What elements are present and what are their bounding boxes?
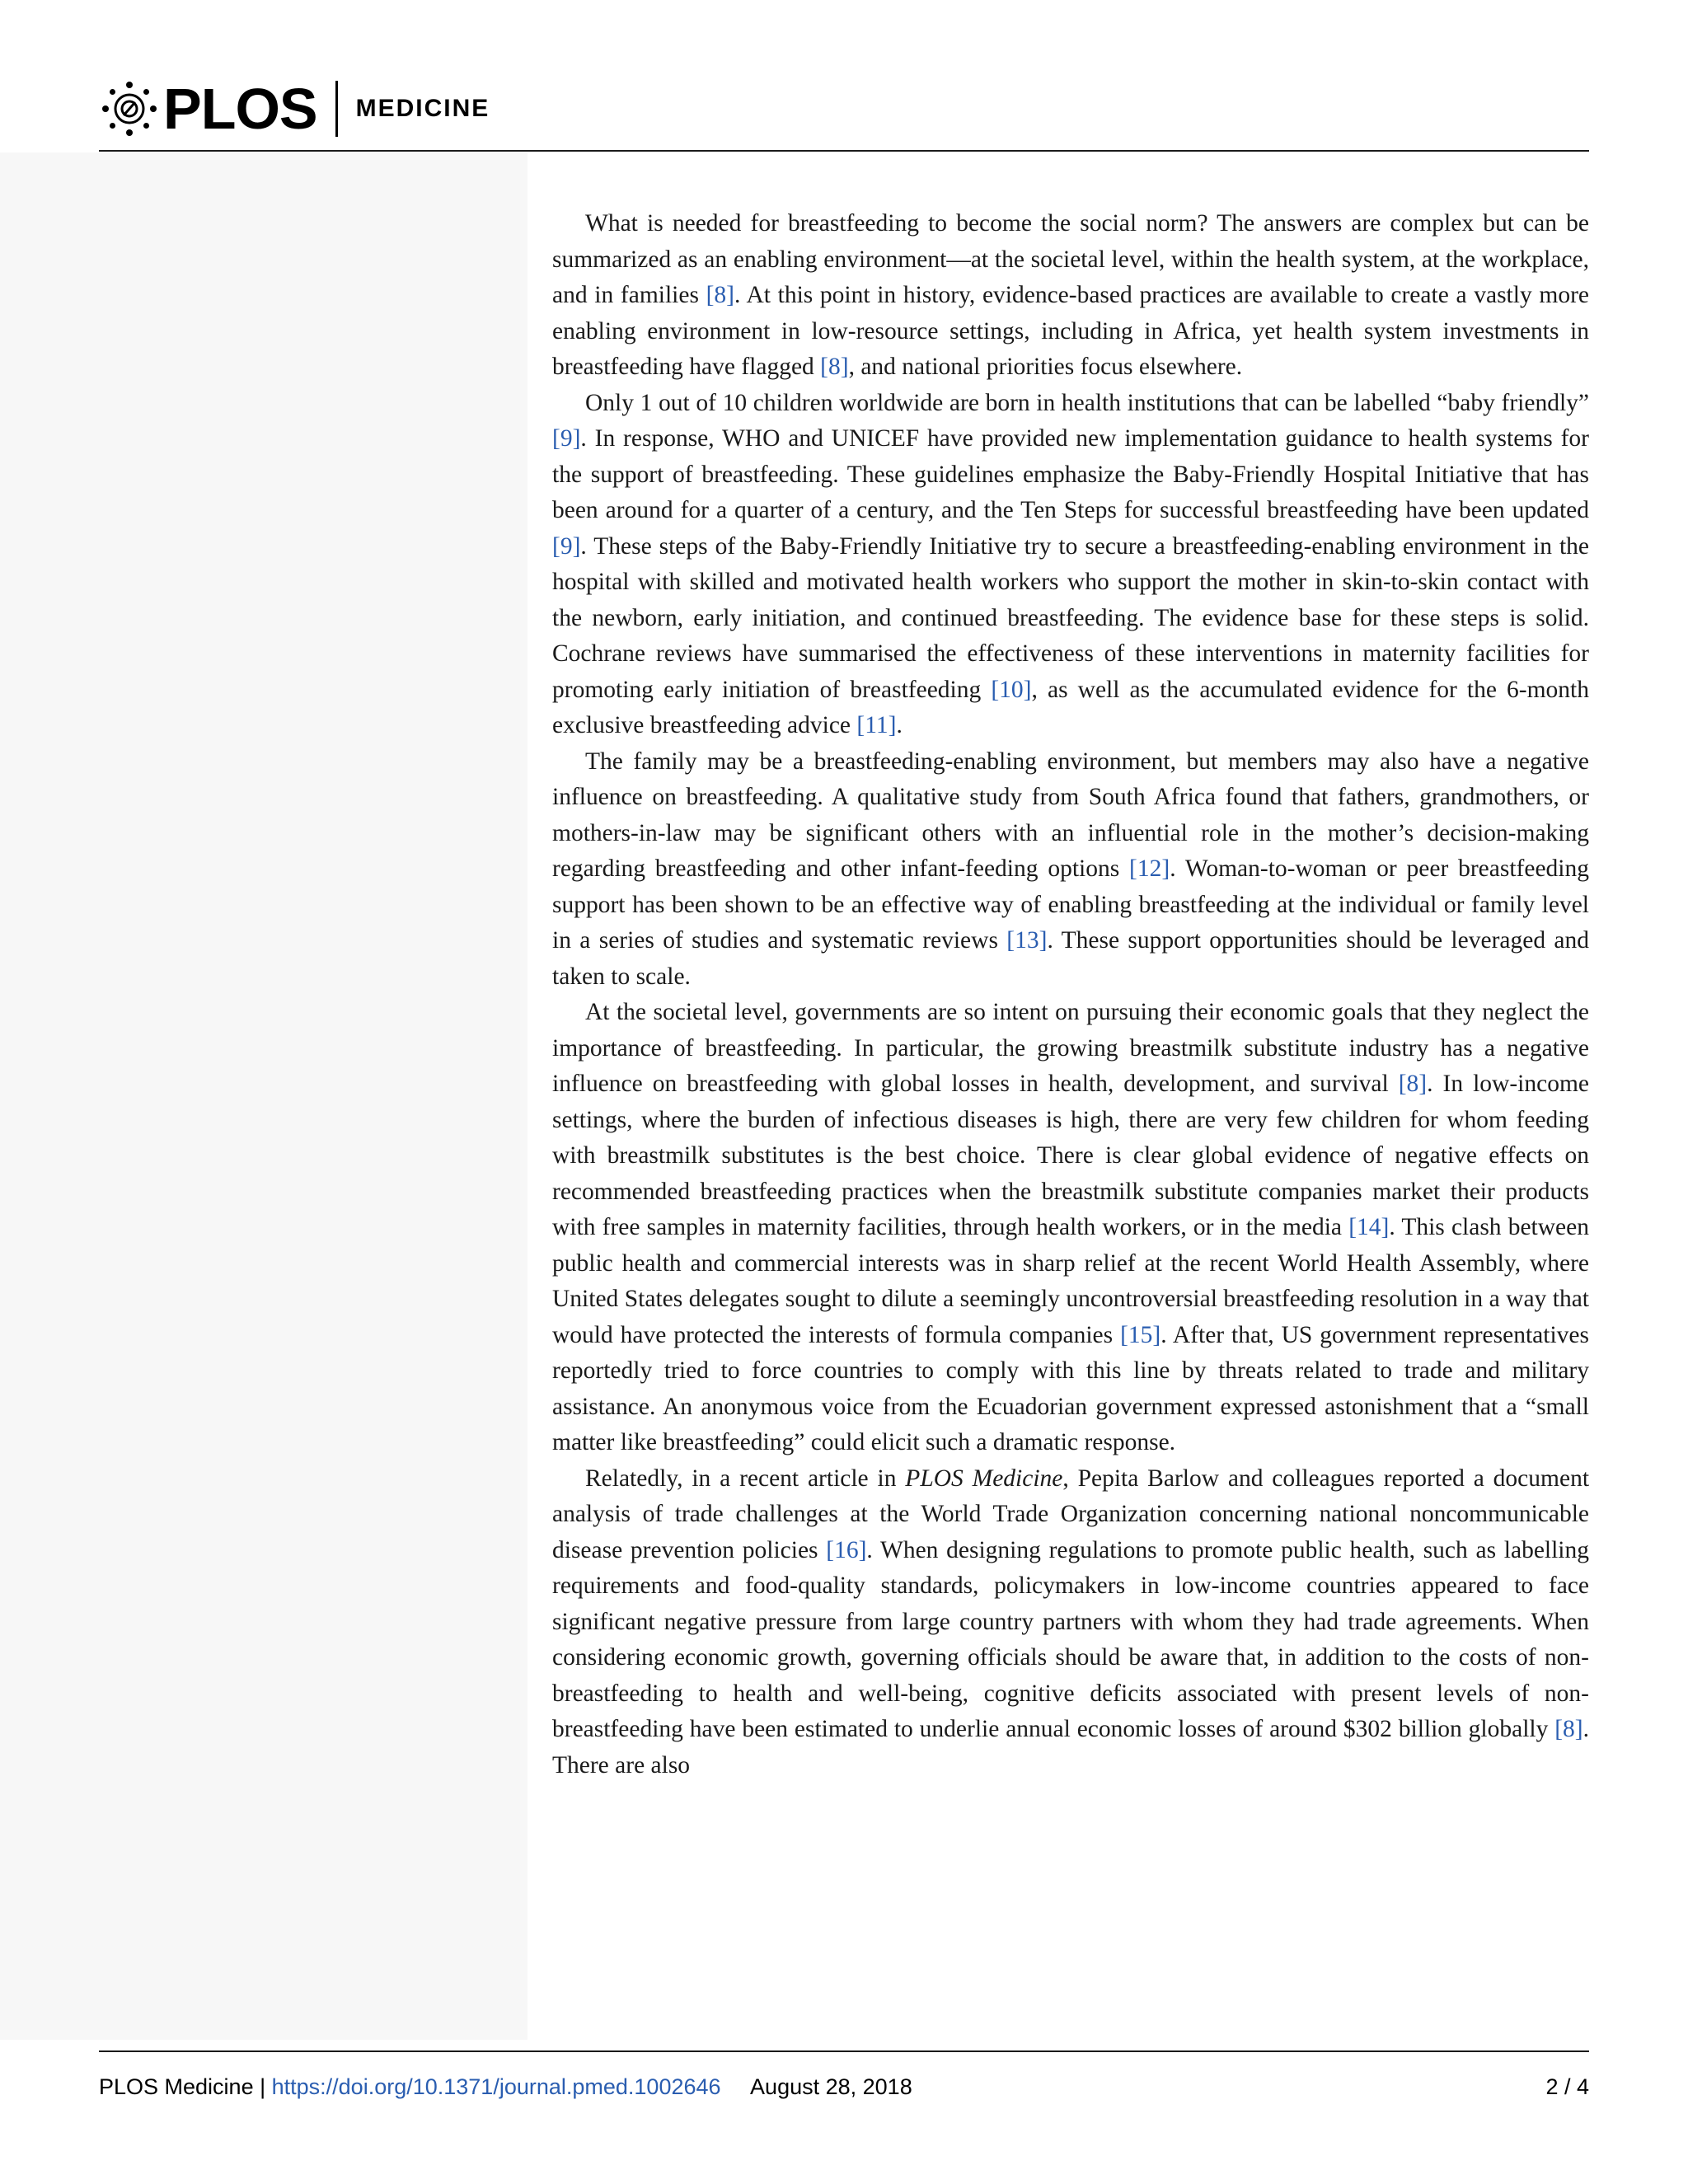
paragraph-text: Only 1 out of 10 children worldwide are born in health institutions that can be labelled “baby friendly” <box>585 389 1589 416</box>
paragraph-text: . This clash between public health and commercial interests was in sharp relief at the recent World Health Assembly, where United States delegates sought to dilute a seemingly uncontroversial breastfeeding resolution in a way that would have protected the interests of formula companies <box>552 1214 1589 1348</box>
body-paragraph <box>552 995 1589 1461</box>
citation-link[interactable]: [8] <box>820 354 849 380</box>
footer-page-number: 2 / 4 <box>1545 2074 1589 2099</box>
citation-link[interactable]: [9] <box>552 425 581 452</box>
paragraph-text: . When designing regulations to promote public health, such as labelling requirements and food-quality standards, policymakers in low-income countries appeared to face significant negative pressure from large country partners with whom they had trade agreements. When considering economic growth, governing officials should be aware that, in addition to the costs of non-breastfeeding to health and well-being, cognitive deficits associated with present levels of non-breastfeeding have been estimated to underlie annual economic losses of around $302 billion globally <box>552 1536 1589 1742</box>
footer-doi-link[interactable]: https://doi.org/10.1371/journal.pmed.1002646 <box>271 2074 721 2099</box>
paragraph-text: . Woman-to-woman or peer breastfeeding support has been shown to be an effective way of enabling breastfeeding at the individual or family level in a series of studies and systematic reviews <box>552 855 1590 954</box>
italic-text: PLOS Medicine <box>905 1465 1063 1492</box>
left-margin-band <box>0 152 528 2040</box>
citation-link[interactable]: [15] <box>1120 1321 1161 1348</box>
body-paragraph <box>552 744 1589 996</box>
citation-link[interactable]: [8] <box>706 282 735 308</box>
plos-logo <box>99 76 490 142</box>
journal-name: MEDICINE <box>355 95 490 122</box>
journal-header <box>99 76 1589 150</box>
header-rule <box>99 150 1589 152</box>
paragraph-text: Relatedly, in a recent article in <box>585 1465 906 1492</box>
footer-journal: PLOS Medicine | <box>99 2074 266 2099</box>
paragraph-text: . After that, US government representatives reportedly tried to force countries to comply with this line by threats related to trade and military assistance. An anonymous voice from the Ecuadorian government expressed astonishment that a “small matter like breastfeeding” could elicit such a dramatic response. <box>552 1321 1589 1455</box>
body-paragraph <box>552 1461 1589 1784</box>
footer-rule <box>99 2050 1589 2052</box>
paragraph-text: , Pepita Barlow and colleagues reported a document analysis of trade challenges at the World Trade Organization concerning national noncommunicable disease prevention policies <box>552 1465 1590 1563</box>
citation-link[interactable]: [12] <box>1129 855 1170 882</box>
paragraph-text: . In response, WHO and UNICEF have provided new implementation guidance to health systems for the support of breastfeeding. These guidelines emphasize the Baby-Friendly Hospital Initiative that has been around for a quarter of a century, and the Ten Steps for successful breastfeeding have been updated <box>552 425 1589 523</box>
citation-link[interactable]: [8] <box>1398 1071 1428 1097</box>
paragraph-text: . <box>896 712 903 738</box>
paragraph-text: , and national priorities focus elsewhere. <box>848 354 1243 380</box>
paragraph-text: . These support opportunities should be leveraged and taken to scale. <box>552 927 1590 990</box>
citation-link[interactable]: [10] <box>991 676 1032 703</box>
paragraph-text: . At this point in history, evidence-based practices are available to create a vastly more enabling environment in low-resource settings, including in Africa, yet health system investments in breastfeeding have flagged <box>552 282 1589 380</box>
paragraph-text: . These steps of the Baby-Friendly Initiative try to secure a breastfeeding-enabling environment in the hospital with skilled and motivated health workers who support the mother in skin-to-skin contact with the newborn, early initiation, and continued breastfeeding. The evidence base for these steps is solid. Cochrane reviews have summarised the effectiveness of these interventions in maternity facilities for promoting early initiation of breastfeeding <box>552 532 1589 703</box>
logo-wordmark: PLOS <box>163 77 317 141</box>
citation-link[interactable]: [13] <box>1006 927 1048 954</box>
plos-sun-icon <box>99 78 160 139</box>
article-body <box>552 206 1589 1783</box>
footer-date: August 28, 2018 <box>750 2074 912 2099</box>
citation-link[interactable]: [8] <box>1554 1716 1583 1742</box>
body-paragraph <box>552 206 1589 386</box>
paragraph-text: The family may be a breastfeeding-enabling environment, but members may also have a negative influence on breastfeeding. A qualitative study from South Africa found that fathers, grandmothers, or mothers-in-law may be significant others with an influential role in the mother’s decision-making regarding breastfeeding and other infant-feeding options <box>552 748 1589 882</box>
citation-link[interactable]: [16] <box>826 1536 867 1563</box>
paragraph-text: At the societal level, governments are so intent on pursuing their economic goals that they neglect the importance of breastfeeding. In particular, the growing breastmilk substitute industry has a negative influence on breastfeeding with global losses in health, development, and survival <box>552 999 1589 1097</box>
citation-link[interactable]: [11] <box>856 712 897 738</box>
paragraph-text: What is needed for breastfeeding to become the social norm? The answers are complex but can be summarized as an enabling environment—at the societal level, within the health system, at the workplace, and in families <box>552 210 1589 308</box>
citation-link[interactable]: [9] <box>552 532 581 560</box>
citation-link[interactable]: [14] <box>1348 1214 1390 1240</box>
body-paragraph <box>552 386 1589 744</box>
paragraph-text: . There are also <box>552 1716 1589 1779</box>
logo-separator <box>335 81 338 137</box>
page-footer <box>99 2070 1589 2103</box>
paragraph-text: , as well as the accumulated evidence for the 6-month exclusive breastfeeding advice <box>552 676 1589 738</box>
paragraph-text: . In low-income settings, where the burden of infectious diseases is high, there are very few children for whom feeding with breastmilk substitutes is the best choice. There is clear global evidence of negative effects on recommended breastfeeding practices when the breastmilk substitute companies market their products with free samples in maternity facilities, through health workers, or in the media <box>552 1071 1589 1240</box>
